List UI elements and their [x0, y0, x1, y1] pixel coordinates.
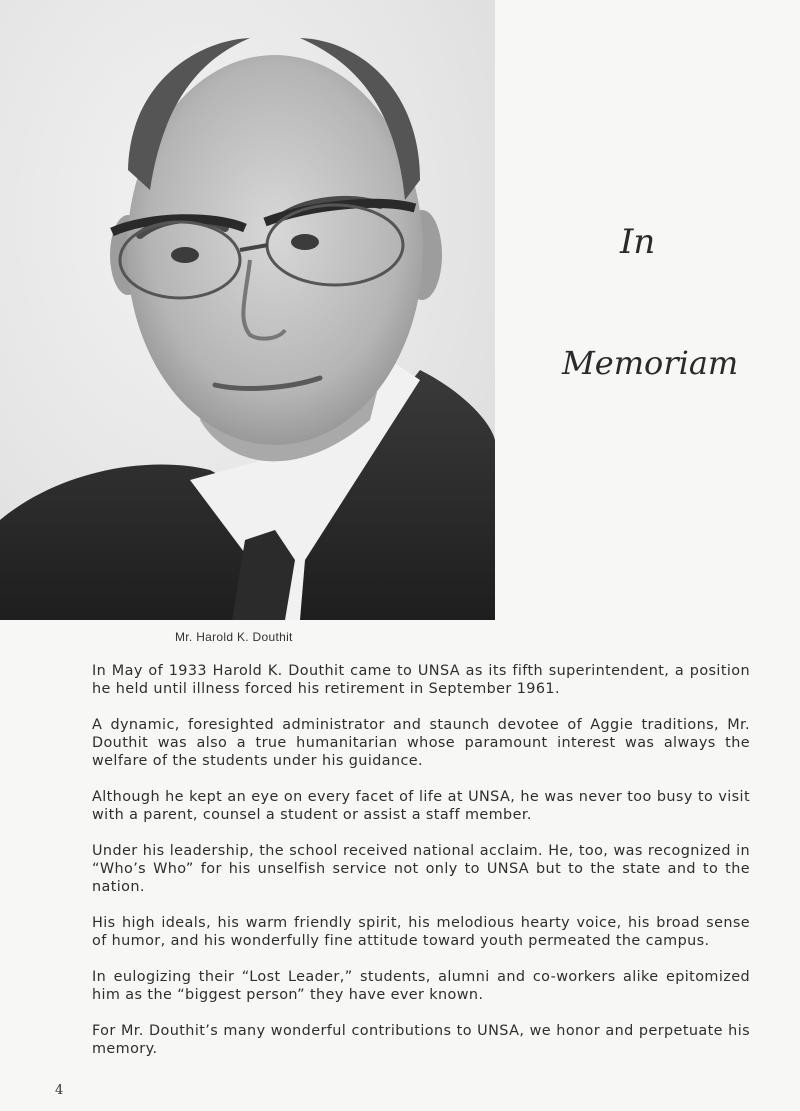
heading-in: In	[620, 222, 656, 262]
paragraph: In eulogizing their “Lost Leader,” students, alumni and co-workers alike epitomized him as the “biggest person” they have ever known.	[92, 969, 750, 1003]
paragraph: Under his leadership, the school received national acclaim. He, too, was recognized in “Who’s Who” for his unselfish service not only to UNSA but to the state and to the nation.	[92, 843, 750, 895]
paragraph: In May of 1933 Harold K. Douthit came to UNSA as its fifth superintendent, a position he held until illness forced his retirement in September 1961.	[92, 663, 750, 697]
paragraph: His high ideals, his warm friendly spirit, his melodious hearty voice, his broad sense of humor, and his wonderfully fine attitude toward youth permeated the campus.	[92, 915, 750, 949]
memorial-text	[92, 662, 750, 1076]
paragraph: For Mr. Douthit’s many wonderful contributions to UNSA, we honor and perpetuate his memory.	[92, 1023, 750, 1057]
photo-caption: Mr. Harold K. Douthit	[175, 630, 293, 644]
page-number: 4	[55, 1083, 64, 1098]
heading-memoriam: Memoriam	[562, 344, 739, 382]
paragraph: Although he kept an eye on every facet of life at UNSA, he was never too busy to visit with a parent, counsel a student or assist a staff member.	[92, 789, 750, 823]
portrait-photo	[0, 0, 495, 620]
paragraph: A dynamic, foresighted administrator and staunch devotee of Aggie traditions, Mr. Douthit was also a true humanitarian whose paramount interest was always the welfare of the students under his guidance.	[92, 717, 750, 769]
